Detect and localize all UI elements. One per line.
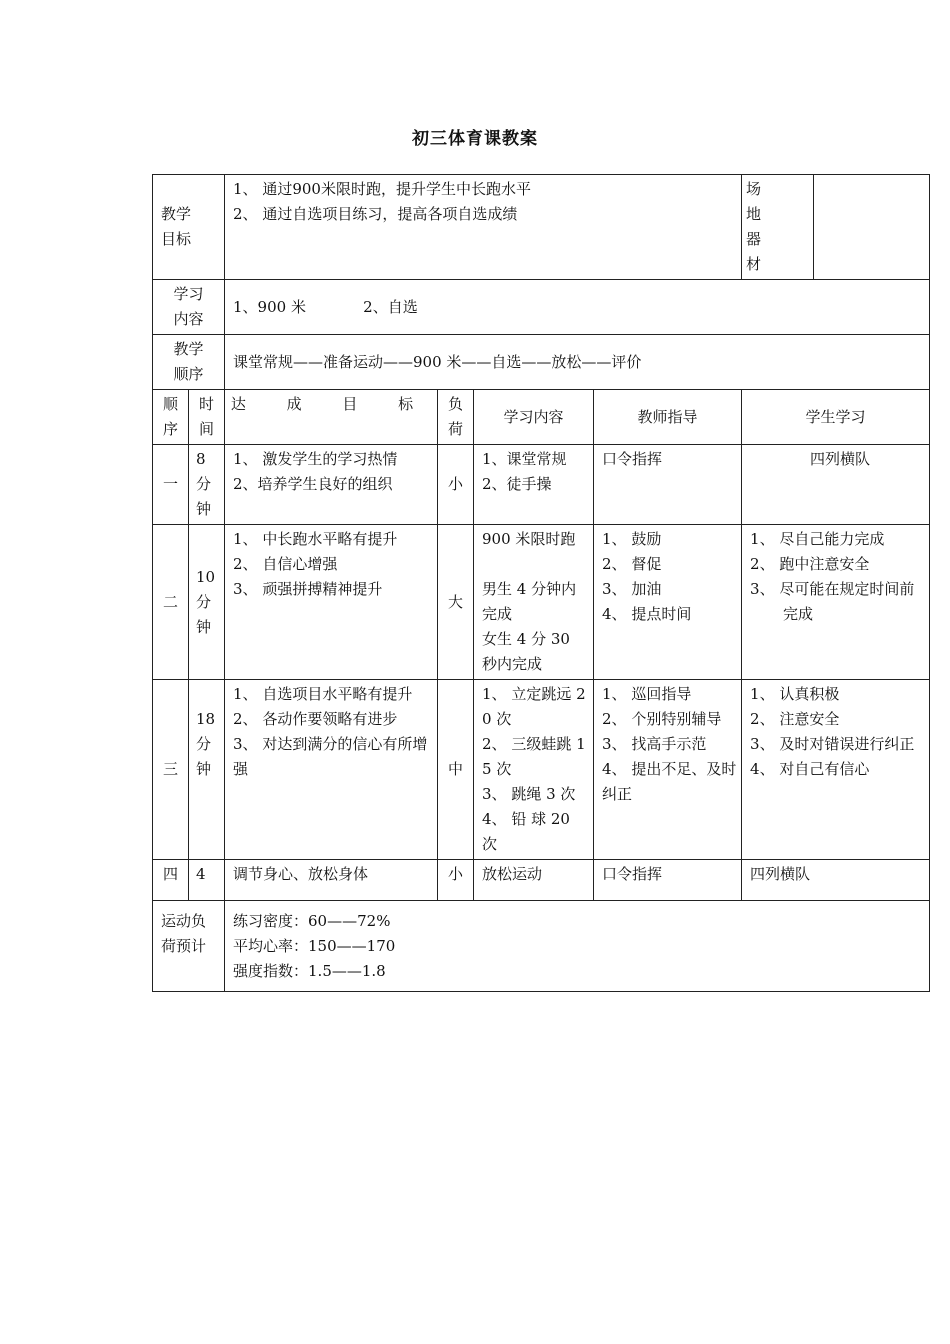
goal-items bbox=[225, 175, 742, 280]
row-load: 大 bbox=[438, 525, 474, 680]
row-study: 1、 立定跳远 20 次 2、 三级蛙跳 15 次 3、 跳绳 3 次 4、 铅 球 20 次 bbox=[474, 680, 594, 860]
content-label: 学习 内容 bbox=[153, 280, 225, 335]
row-target: 1、 中长跑水平略有提升 2、 自信心增强 3、 顽强拼搏精神提升 bbox=[225, 525, 438, 680]
load-estimate-row bbox=[153, 901, 930, 992]
page-title: 初三体育课教案 bbox=[412, 129, 538, 149]
sequence-row bbox=[153, 335, 930, 390]
row-teacher: 1、 巡回指导 2、 个别特别辅导 3、 找高手示范 4、 提出不足、及时纠正 bbox=[594, 680, 742, 860]
row-teacher: 口令指挥 bbox=[594, 445, 742, 525]
load-estimate-label: 运动负 荷预计 bbox=[153, 901, 225, 992]
header-student: 学生学习 bbox=[742, 390, 930, 445]
header-order: 顺 序 bbox=[153, 390, 189, 445]
row-order: 一 bbox=[153, 445, 189, 525]
row-teacher: 口令指挥 bbox=[594, 860, 742, 901]
goal-item: 1、 通过900米限时跑，提升学生中长跑水平 bbox=[233, 180, 531, 198]
row-time: 8 分 钟 bbox=[189, 445, 225, 525]
lesson-plan-table bbox=[152, 174, 930, 992]
row-load: 小 bbox=[438, 860, 474, 901]
header-study: 学习内容 bbox=[474, 390, 594, 445]
row-student: 1、 尽自己能力完成 2、 跑中注意安全 3、 尽可能在规定时间前完成 bbox=[742, 525, 930, 680]
content-text: 1、900 米 2、自选 bbox=[225, 280, 930, 335]
row-target: 调节身心、放松身体 bbox=[225, 860, 438, 901]
goal-label: 教学 目标 bbox=[153, 175, 225, 280]
table-row bbox=[153, 680, 930, 860]
header-row bbox=[153, 390, 930, 445]
row-target: 1、 自选项目水平略有提升 2、 各动作要领略有进步 3、 对达到满分的信心有所增强 bbox=[225, 680, 438, 860]
row-time: 4 bbox=[189, 860, 225, 901]
row-load: 中 bbox=[438, 680, 474, 860]
table-row bbox=[153, 445, 930, 525]
row-time: 18 分 钟 bbox=[189, 680, 225, 860]
header-time: 时 间 bbox=[189, 390, 225, 445]
row-order: 三 bbox=[153, 680, 189, 860]
venue-label: 场 地 器 材 bbox=[742, 175, 814, 280]
row-order: 二 bbox=[153, 525, 189, 680]
row-target: 1、 激发学生的学习热情 2、培养学生良好的组织 bbox=[225, 445, 438, 525]
row-order: 四 bbox=[153, 860, 189, 901]
table-row bbox=[153, 525, 930, 680]
sequence-label: 教学 顺序 bbox=[153, 335, 225, 390]
row-time: 10 分 钟 bbox=[189, 525, 225, 680]
venue-value bbox=[814, 175, 930, 280]
row-teacher: 1、 鼓励 2、 督促 3、 加油 4、 提点时间 bbox=[594, 525, 742, 680]
row-study: 放松运动 bbox=[474, 860, 594, 901]
sequence-text: 课堂常规——准备运动——900 米——自选——放松——评价 bbox=[225, 335, 930, 390]
row-student: 1、 认真积极 2、 注意安全 3、 及时对错误进行纠正 4、 对自己有信心 bbox=[742, 680, 930, 860]
table-row bbox=[153, 860, 930, 901]
row-study: 900 米限时跑 男生 4 分钟内完成 女生 4 分 30 秒内完成 bbox=[474, 525, 594, 680]
content-row bbox=[153, 280, 930, 335]
load-estimate-items: 练习密度：60——72% 平均心率：150——170 强度指数：1.5——1.8 bbox=[225, 901, 930, 992]
header-teacher: 教师指导 bbox=[594, 390, 742, 445]
row-load: 小 bbox=[438, 445, 474, 525]
goal-item: 2、 通过自选项目练习，提高各项自选成绩 bbox=[233, 205, 518, 223]
row-student: 四列横队 bbox=[742, 860, 930, 901]
header-target: 达 成 目 标 bbox=[225, 390, 438, 445]
row-student: 四列横队 bbox=[742, 445, 930, 525]
row-study: 1、课堂常规 2、徒手操 bbox=[474, 445, 594, 525]
header-load: 负 荷 bbox=[438, 390, 474, 445]
goal-row bbox=[153, 175, 930, 280]
